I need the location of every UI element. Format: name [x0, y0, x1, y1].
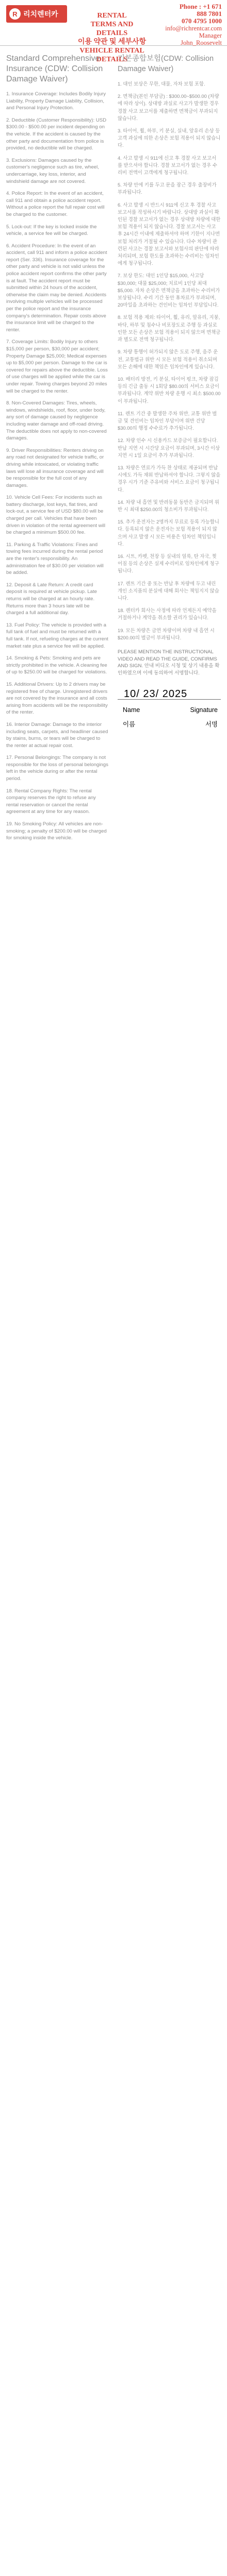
english-clause: 2. Deductible (Customer Responsibility): USD $300.00 - $500.00 per incident depending on the vehicle. If the accident is caused by the other party and documentation from police is provided, no deductible will be charged.	[6, 117, 107, 151]
company-logo	[6, 5, 67, 23]
english-clause: 15. Additional Drivers: Up to 2 drivers may be registered free of charge. Unregistered drivers are not covered by the insurance and all costs arising from accidents will be the responsibility of the renter.	[6, 681, 108, 716]
english-terms-column	[6, 54, 108, 847]
english-clause: 18. Rental Company Rights: The rental company reserves the right to refuse any rental reservation or cancel the rental agreement at any time for any reason.	[6, 788, 96, 815]
korean-terms-title: 기본종합보험(CDW: Collision Damage Waiver)	[118, 55, 214, 73]
korean-clause: 5. 차량 안에 키를 두고 문을 잠근 경우 출장비가 부과됩니다.	[118, 182, 217, 195]
korean-clause: 11. 렌트 기간 중 발생한 주차 위반, 교통 위반 벌금 및 견인비는 임차인 부담이며 위반 건당 $30.00의 행정 수수료가 추가됩니다.	[118, 410, 217, 431]
korean-clause-list	[118, 80, 221, 641]
english-terms-title: Standard Comprehensive Insurance (CDW: Collision Damage Waiver)	[6, 54, 103, 83]
contact-block	[156, 3, 222, 46]
alt-phone: 070 4795 1000	[182, 17, 222, 25]
korean-clause: 4. 사고 발생 시 911에 신고 후 경찰 사고 보고서를 받으셔야 합니다. 경찰 보고서가 없는 경우 수리비 전액이 고객에게 청구됩니다.	[118, 155, 217, 176]
korean-clause: 19. 모든 차량은 금연 차량이며 차량 내 흡연 시 $200.00의 벌금이 부과됩니다.	[118, 627, 215, 640]
korean-clause: 12. 차량 인수 시 신용카드 보증금이 필요합니다. 반납 지연 시 시간당 요금이 부과되며, 3시간 이상 지연 시 1일 요금이 추가 부과됩니다.	[118, 437, 220, 458]
english-clause: 6. Accident Procedure: In the event of an accident, call 911 and inform a police accident report (Ser. 336). Insurance coverage for the other party and vehicle is not valid unless the police accident report confirms the other party is at fault. The accident report must be submitted within 24 hours of the accident, otherwise the claim may be denied. Accidents involving multiple vehicles will be processed per the police report and the insurance company's determination. Repair costs above the insurance limit will be charged to the renter.	[6, 243, 107, 333]
manager-name: John_Roosevelt	[181, 39, 222, 46]
english-clause: 14. Smoking & Pets: Smoking and pets are strictly prohibited in the vehicle. A cleaning fee of up to $250.00 will be charged for violations.	[6, 655, 107, 675]
english-clause: 16. Interior Damage: Damage to the interior including seats, carpets, and headliner caused by stains, burns, or tears will be charged to the renter at actual repair cost.	[6, 721, 108, 749]
phone-number: 888 7801	[197, 10, 222, 18]
english-clause: 3. Exclusions: Damages caused by the customer's negligence such as tire, wheel, undercarriage, key loss, interior, and windshield damage are not covered.	[6, 157, 99, 184]
korean-clause: 10. 배터리 방전, 키 분실, 타이어 펑크, 차량 잠김 등의 긴급 출동 시 1회당 $80.00의 서비스 요금이 부과됩니다. 계약 위반 차량 운행 시 최소 $500.00이 부과됩니다.	[118, 376, 221, 404]
contact-email: info@richrentcar.com	[165, 25, 222, 32]
english-clause: 17. Personal Belongings: The company is not responsible for the loss of personal belongings left in the vehicle during or after the rental period.	[6, 755, 108, 782]
english-clause-list	[6, 91, 108, 842]
korean-clause: 2. 면책금(본인 부담금) : $300.00~$500.00 (차량에 따라 상이). 상대방 과실로 사고가 발생한 경우 경찰 사고 보고서를 제출하면 면책금이 부과되지 않습니다.	[118, 93, 219, 121]
car-logo-icon: R	[9, 8, 21, 20]
korean-clause: 17. 렌트 기간 중 또는 반납 후 차량에 두고 내린 개인 소지품의 분실에 대해 회사는 책임지지 않습니다.	[118, 580, 219, 601]
agreement-notice: PLEASE MENTION THE INSTRUCTIONAL VIDEO AND READ THE GUIDE, CONFIRMS AND SIGN. 안내 비디오 시청 및 상기 내용을 확인하였으며 이에 동의하여 서명합니다.	[118, 649, 220, 676]
korean-clause: 15. 추가 운전자는 2명까지 무료로 등록 가능합니다. 등록되지 않은 운전자는 보험 적용이 되지 않으며 사고 발생 시 모든 비용은 임차인 책임입니다.	[118, 519, 219, 547]
name-label: Name	[123, 706, 140, 714]
signature-date: 10/ 23/ 2025	[124, 688, 188, 700]
korean-clause: 3. 타이어, 휠, 하부, 키 분실, 실내, 앞유리 손상 등 고객 과실에 의한 손상은 보험 적용이 되지 않습니다.	[118, 128, 221, 148]
english-clause: 10. Vehicle Cell Fees: For incidents such as battery discharge, lost keys, flat tires, and lock-out, a service fee of USD $80.00 will be charged per call. Vehicles that have been driven in violation of the rental agreement will be charged a minimum $500.00 fee.	[6, 495, 105, 536]
english-clause: 11. Parking & Traffic Violations: Fines and towing fees incurred during the rental period are the renter's responsibility. An administration fee of $30.00 per violation will be added.	[6, 541, 104, 576]
signature-date-line	[118, 688, 221, 700]
english-clause: 7. Coverage Limits: Bodily Injury to others $15,000 per person, $30,000 per accident; Property Damage $25,000; Medical expenses up to $5,000 per person. Damage to the car is covered for repairs above the deductible. Loss of use charges will be applied while the car is under repair. Towing charges beyond 20 miles will be charged to the renter.	[6, 339, 108, 394]
korean-clause: 1. 대인 보상은 무한, 대물, 자차 보험 포함.	[118, 81, 205, 87]
title-line-3: 이용 약관 및 세부사항	[77, 38, 147, 46]
english-clause: 1. Insurance Coverage: Includes Bodily Injury Liability, Property Damage Liability, Collision, and Personal Injury Protection.	[6, 91, 106, 111]
name-label-korean: 이름	[123, 720, 136, 728]
english-clause: 12. Deposit & Late Return: A credit card deposit is required at vehicle pickup. Late returns will be charged at an hourly rate. Returns more than 3 hours late will be charged a full additional day.	[6, 582, 97, 616]
english-clause: 8. Non-Covered Damages: Tires, wheels, windows, windshields, roof, floor, under body, any sort of damage caused by negligence including water damage and off-road driving. The deductible does not apply to non-covered damages.	[6, 400, 107, 442]
manager-label: Manager	[199, 32, 222, 39]
korean-clause: 7. 보상 한도: 대인 1인당 $15,000, 사고당 $30,000; 대물 $25,000; 치료비 1인당 최대 $5,000. 자차 손상은 면책금을 초과하는 수리비가 보상됩니다. 수리 기간 동안 휴차료가 부과되며, 20마일을 초과하는 견인비는 임차인 부담입니다.	[118, 273, 220, 308]
english-clause: 4. Police Report: In the event of an accident, call 911 and obtain a police accident report. Without a police report the full repair cost will be charged to the customer.	[6, 191, 105, 217]
korean-clause: 8. 보험 적용 제외: 타이어, 휠, 유리, 앞유리, 지붕, 바닥, 하부 및 침수나 비포장도로 주행 등 과실로 인한 모든 손상은 보험 적용이 되지 않으며 면책금과 별도로 전액 청구됩니다.	[118, 314, 221, 343]
title-line-1: RENTAL	[97, 12, 127, 20]
english-clause: 19. No Smoking Policy: All vehicles are non-smoking; a penalty of $200.00 will be charged for smoking inside the vehicle.	[6, 821, 107, 841]
korean-clause: 18. 렌터카 회사는 사정에 따라 언제든지 예약을 거절하거나 계약을 취소할 권리가 있습니다.	[118, 607, 217, 621]
korean-clause: 13. 차량은 연료가 가득 찬 상태로 제공되며 반납 시에도 가득 채워 반납하셔야 합니다. 그렇지 않을 경우 시가 기준 주유비와 서비스 요금이 청구됩니다.	[118, 464, 221, 493]
company-name: 리치렌터카	[23, 10, 58, 18]
title-line-4: VEHICLE RENTAL	[79, 47, 144, 55]
signature-labels	[118, 707, 221, 714]
english-clause: 9. Driver Responsibilities: Renters driving on any road not designated for vehicle traffic, or driving while intoxicated, or violating traffic laws will lose all insurance coverage and will be responsible for the full cost of any damages.	[6, 447, 104, 488]
title-line-2: TERMS AND DETAILS	[90, 21, 134, 37]
signature-label: Signature	[190, 706, 218, 714]
english-clause: 13. Fuel Policy: The vehicle is provided with a full tank of fuel and must be returned with a full tank. If not, refueling charges at the current market rate plus a service fee will be applied.	[6, 622, 108, 649]
korean-clause: 6. 사고 발생 시 반드시 911에 신고 후 경찰 사고 보고서를 작성하시기 바랍니다. 상대방 과실이 확인된 경찰 보고서가 없는 경우 상대방 차량에 대한 보험 적용이 되지 않습니다. 경찰 보고서는 사고 후 24시간 이내에 제출하셔야 하며 기한이 지나면 보험 처리가 거절될 수 있습니다. 다수 차량이 관련된 사고는 경찰 보고서와 보험사의 판단에 따라 처리되며, 보험 한도를 초과하는 수리비는 임차인에게 청구됩니다.	[118, 201, 221, 266]
korean-clause: 14. 차량 내 흡연 및 반려동물 동반은 금지되며 위반 시 최대 $250.00의 청소비가 부과됩니다.	[118, 499, 219, 512]
english-clause: 5. Lock-out: If the key is locked inside the vehicle, a service fee will be charged.	[6, 224, 97, 237]
korean-clause: 9. 차량 통행이 허가되지 않은 도로 주행, 음주 운전, 교통법규 위반 시 모든 보험 적용이 취소되며 모든 손해에 대한 책임은 임차인에게 있습니다.	[118, 349, 218, 369]
title-line-5: DETAILS	[96, 56, 128, 63]
document-header	[0, 0, 227, 63]
signature-label-korean: 서명	[205, 720, 218, 728]
phone-label: Phone : +1 671	[179, 3, 222, 10]
korean-terms-column	[118, 54, 221, 728]
signature-labels-korean	[118, 721, 221, 728]
korean-clause: 16. 시트, 카펫, 천장 등 실내의 얼룩, 탄 자국, 찢어짐 등의 손상은 실제 수리비로 임차인에게 청구됩니다.	[118, 553, 219, 574]
